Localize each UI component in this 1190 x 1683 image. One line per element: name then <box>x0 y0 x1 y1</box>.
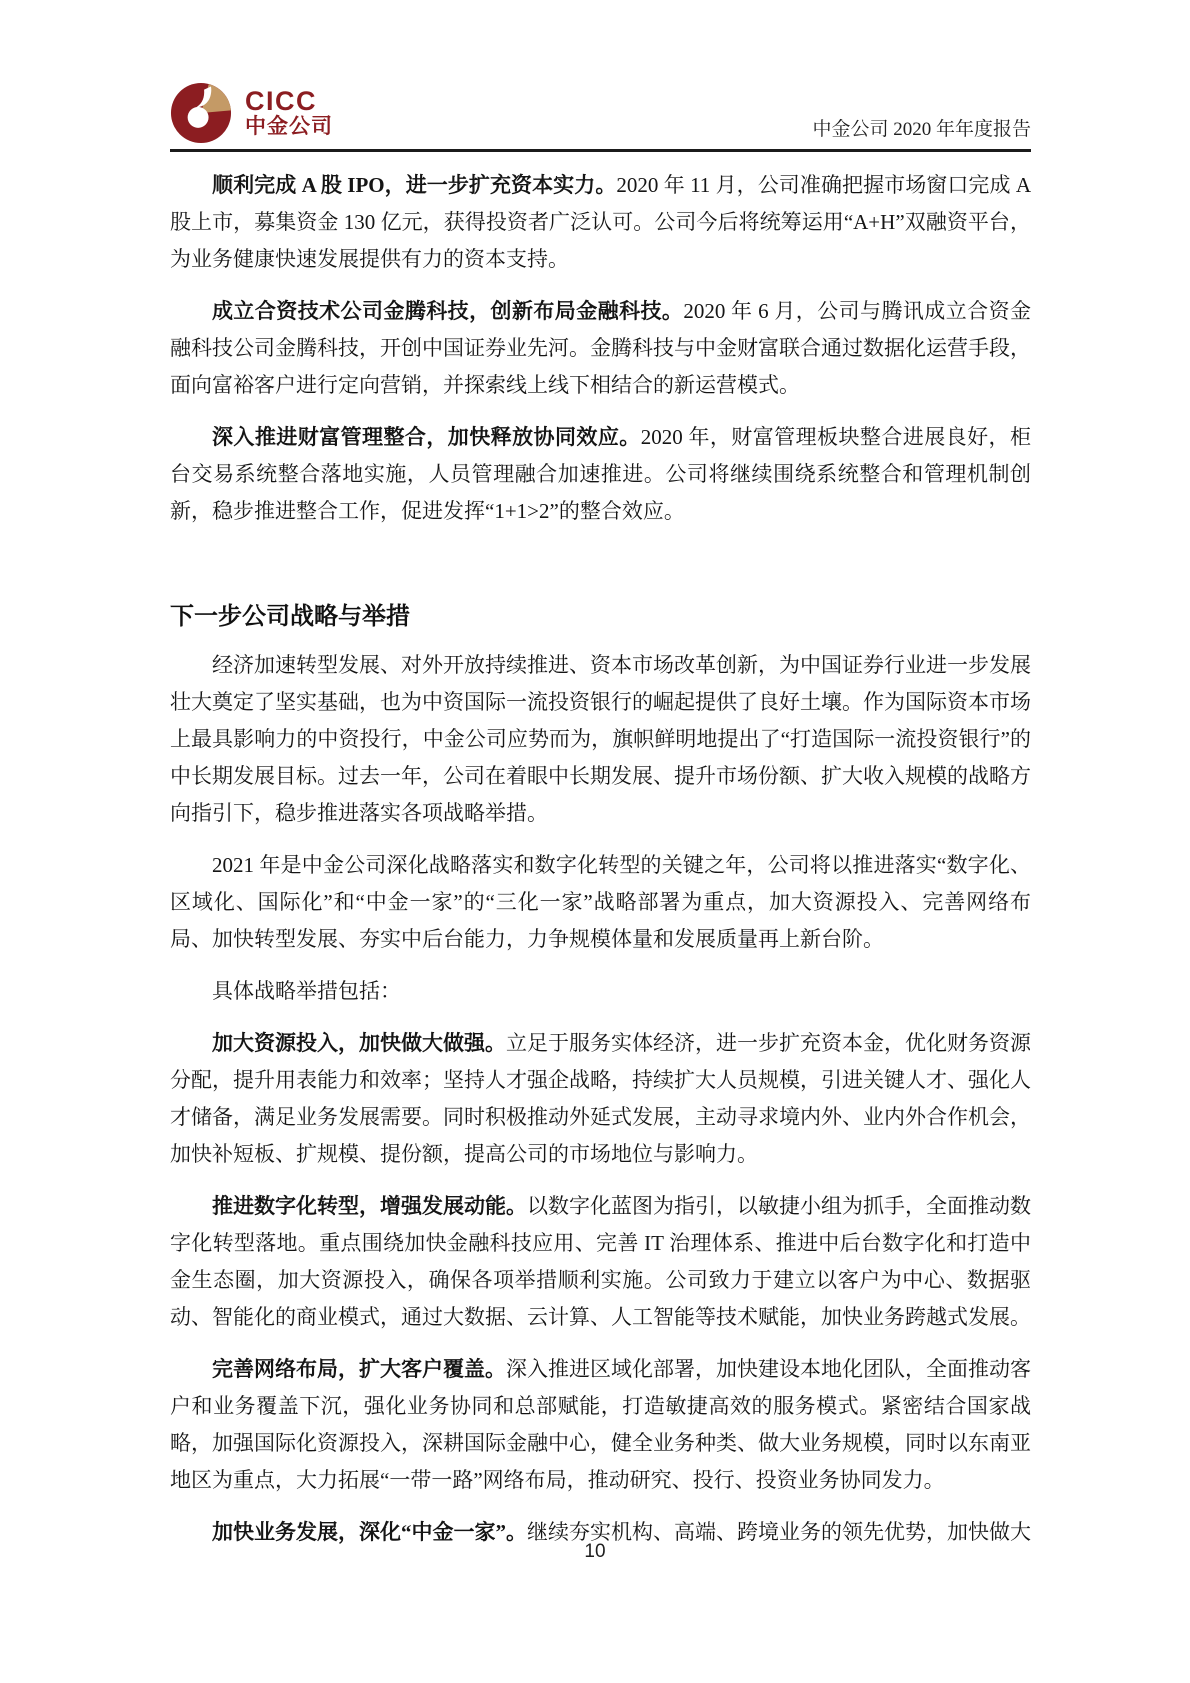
paragraph-text: 经济加速转型发展、对外开放持续推进、资本市场改革创新，为中国证券行业进一步发展壮大奠定了坚实基础，也为中资国际一流投资银行的崛起提供了良好土壤。作为国际资本市场上最具影响力的中资投行，中金公司应势而为，旗帜鲜明地提出了“打造国际一流投资银行”的中长期发展目标。过去一年，公司在着眼中长期发展、提升市场份额、扩大收入规模的战略方向指引下，稳步推进落实各项战略举措。 <box>170 653 1031 825</box>
paragraph-text: 深入推进区域化部署，加快建设本地化团队，全面推动客户和业务覆盖下沉，强化业务协同和总部赋能，打造敏捷高效的服务模式。紧密结合国家战略，加强国际化资源投入，深耕国际金融中心，健全业务种类、做大业务规模，同时以东南亚地区为重点，大力拓展“一带一路”网络布局，推动研究、投行、投资业务协同发力。 <box>170 1357 1031 1492</box>
paragraph-text: 2020 年 6 月，公司与腾讯成立合资金融科技公司金腾科技，开创中国证券业先河。金腾科技与中金财富联合通过数据化运营手段，面向富裕客户进行定向营销，并探索线上线下相结合的新运营模式。 <box>170 299 1032 397</box>
section-heading-strategy: 下一步公司战略与举措 <box>170 604 410 630</box>
paragraph-macro-context <box>170 647 1031 832</box>
paragraph-text: 以数字化蓝图为指引，以敏捷小组为抓手，全面推动数字化转型落地。重点围绕加快金融科技应用、完善 IT 治理体系、推进中后台数字化和打造中金生态圈，加大资源投入，确保各项举措顺利实施。公司致力于建立以客户为中心、数据驱动、智能化的商业模式，通过大数据、云计算、人工智能等技术赋能，加快业务跨越式发展。 <box>170 1194 1031 1329</box>
logo-acronym: CICC <box>245 86 317 117</box>
logo-wordmark <box>245 87 333 139</box>
paragraph-lead: 成立合资技术公司金腾科技，创新布局金融科技。 <box>212 299 684 323</box>
page-content <box>170 0 1031 1551</box>
logo-company-name: 中金公司 <box>245 115 333 139</box>
paragraph-measures-intro <box>170 973 1031 1010</box>
paragraph-text: 2021 年是中金公司深化战略落实和数字化转型的关键之年，公司将以推进落实“数字化、区域化、国际化”和“中金一家”的“三化一家”战略部署为重点，加大资源投入、完善网络布局、加快转型发展、夯实中后台能力，力争规模体量和发展质量再上新台阶。 <box>170 853 1031 951</box>
paragraph-text: 立足于服务实体经济，进一步扩充资本金，优化财务资源分配，提升用表能力和效率；坚持人才强企战略，持续扩大人员规模，引进关键人才、强化人才储备，满足业务发展需要。同时积极推动外延式发展，主动寻求境内外、业内外合作机会，加快补短板、扩规模、提份额，提高公司的市场地位与影响力。 <box>170 1031 1031 1166</box>
paragraph-lead: 完善网络布局，扩大客户覆盖。 <box>212 1357 506 1381</box>
cicc-logo <box>170 82 333 144</box>
page-number: 10 <box>584 1541 606 1562</box>
report-title: 中金公司 2020 年年度报告 <box>812 119 1031 140</box>
paragraph-ipo <box>170 167 1031 278</box>
paragraph-network-layout <box>170 1351 1031 1499</box>
paragraph-lead: 加快业务发展，深化“中金一家”。 <box>212 1520 527 1544</box>
paragraph-resource-investment <box>170 1025 1031 1173</box>
page-header <box>170 0 1031 152</box>
paragraph-jinteng <box>170 293 1031 404</box>
paragraph-lead: 顺利完成 A 股 IPO，进一步扩充资本实力。 <box>212 173 617 197</box>
paragraph-digital-transformation <box>170 1188 1031 1336</box>
paragraph-text: 具体战略举措包括： <box>212 979 401 1003</box>
paragraph-2021-outlook <box>170 847 1031 958</box>
paragraph-lead: 深入推进财富管理整合，加快释放协同效应。 <box>212 425 641 449</box>
paragraph-text: 继续夯实机构、高端、跨境业务的领先优势，加快做大 <box>527 1520 1031 1544</box>
paragraph-wealth-integration <box>170 419 1031 530</box>
paragraph-text: 2020 年 11 月，公司准确把握市场窗口完成 A 股上市，募集资金 130 亿元，获得投资者广泛认可。公司今后将统筹运用“A+H”双融资平台，为业务健康快速发展提供有力的资本支持。 <box>170 173 1032 271</box>
paragraph-text: 2020 年，财富管理板块整合进展良好，柜台交易系统整合落地实施，人员管理融合加速推进。公司将继续围绕系统整合和管理机制创新，稳步推进整合工作，促进发挥“1+1>2”的整合效应。 <box>170 425 1031 523</box>
paragraph-lead: 加大资源投入，加快做大做强。 <box>212 1031 506 1055</box>
cicc-logo-icon <box>170 82 232 144</box>
paragraph-lead: 推进数字化转型，增强发展动能。 <box>212 1194 527 1218</box>
